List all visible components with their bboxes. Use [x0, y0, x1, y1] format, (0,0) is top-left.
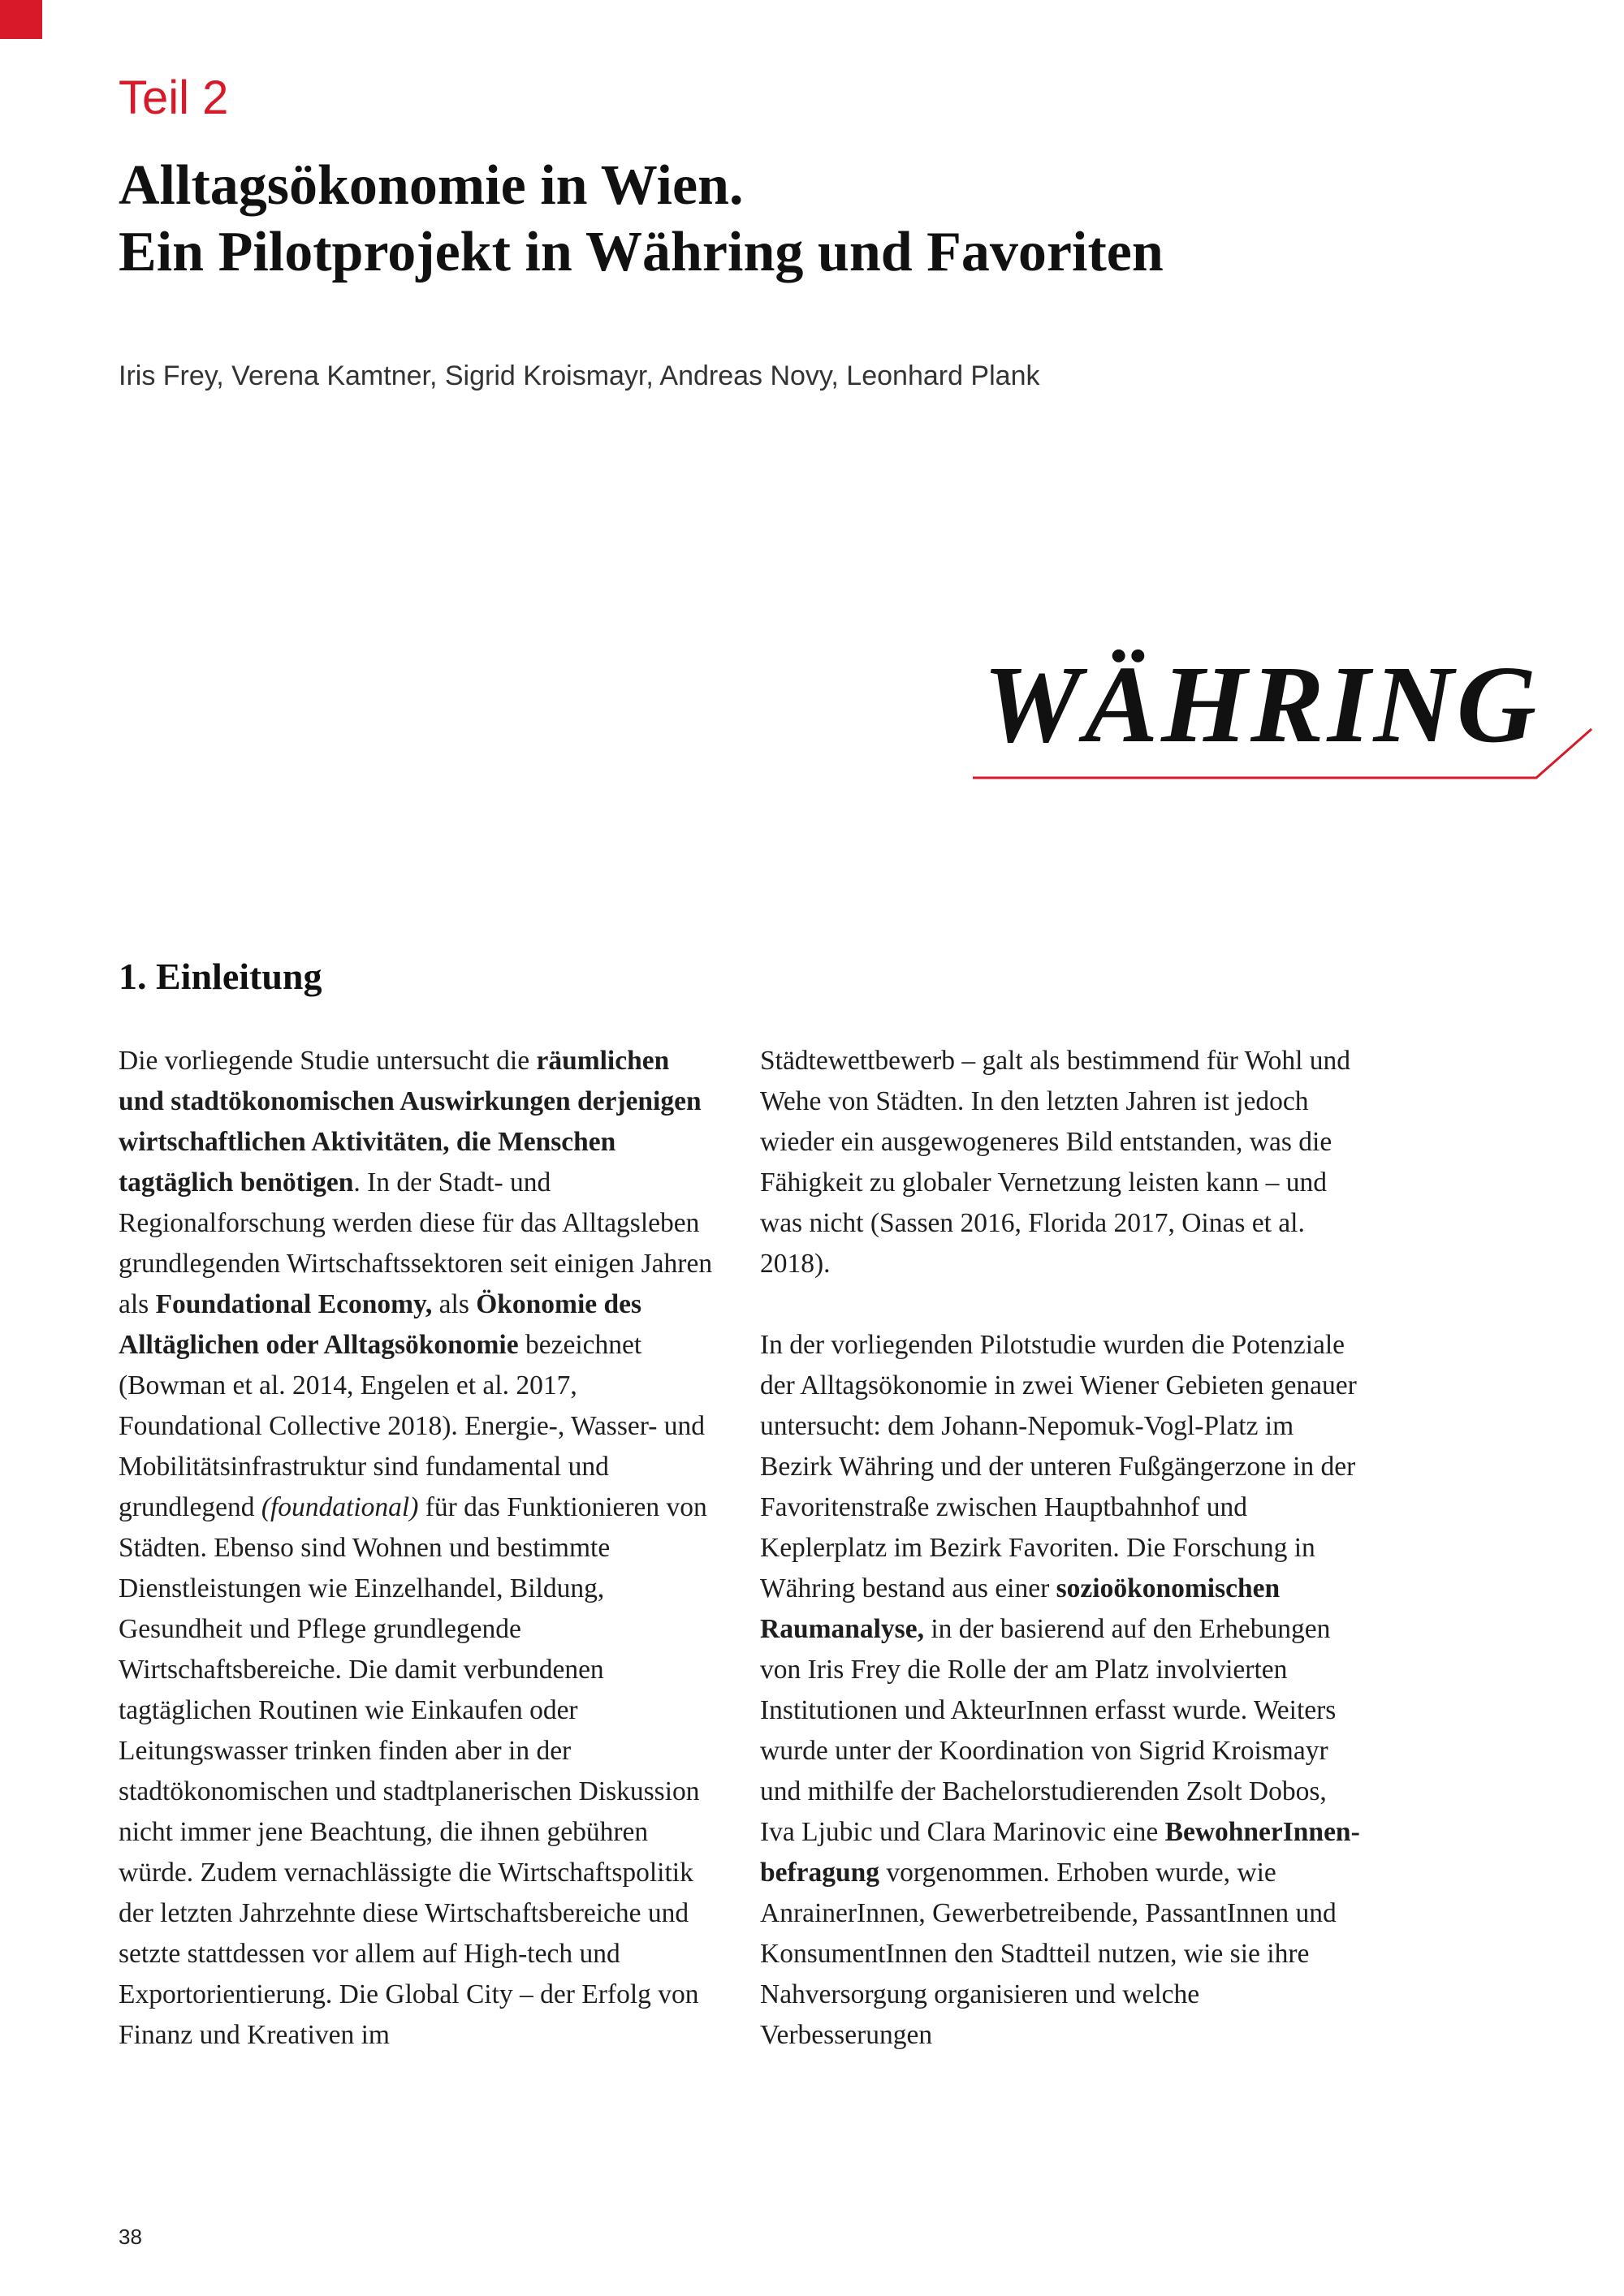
paragraph: In der vorliegenden Pilotstudie wurden die Potenziale der Alltagsökonomie in zwei Wiener Gebieten genauer untersucht: dem Johann-Nepomuk-Vogl-Platz im Bezirk Währing und der unteren Fußgängerzone in der Favoritenstraße zwischen Hauptbahnhof und Keplerplatz im Bezirk Favoriten. Die Forschung in Währing bestand aus einer sozioökonomischen Raumanalyse, in der basierend auf den Erhebungen von Iris Frey die Rolle der am Platz involvierten Institutionen und AkteurInnen erfasst wurde. Weiters wurde unter der Koordination von Sigrid Kroismayr und mithilfe der Bachelorstudierenden Zsolt Dobos, Iva Ljubic und Clara Marinovic eine BewohnerInnenbefragung vorgenommen. Erhoben wurde, wie AnrainerInnen, Gewerbetreibende, PassantInnen und KonsumentInnen den Stadtteil nutzen, wie sie ihre Nahversorgung organisieren und welche Verbesserungen — [760, 1330, 1360, 2050]
column-right — [760, 1041, 1361, 2056]
paragraph: Die vorliegende Studie untersucht die räumlichen und stadtökonomischen Auswirkungen derjenigen wirtschaftlichen Aktivitäten, die Menschen tagtäglich benötigen. In der Stadt- und Regionalforschung werden diese für das Alltagsleben grundlegenden Wirtschaftssektoren seit einigen Jahren als Foundational Economy, als Ökonomie des Alltäglichen oder Alltagsökonomie bezeichnet (Bowman et al. 2014, Engelen et al. 2017, Foundational Collective 2018). Energie-, Wasser- und Mobilitätsinfrastruktur sind fundamental und grundlegend (foundational) für das Funktionieren von Städten. Ebenso sind Wohnen und bestimmte Dienstleistungen wie Einzelhandel, Bildung, Gesundheit und Pflege grundlegende Wirtschaftsbereiche. Die damit verbundenen tagtäglichen Routinen wie Einkaufen oder Leitungswasser trinken finden aber in der stadtökonomischen und stadtplanerischen Diskussion nicht immer jene Beachtung, die ihnen gebühren würde. Zudem vernachlässigte die Wirtschaftspolitik der letzten Jahrzehnte diese Wirtschaftsbereiche und setzte stattdessen vor allem auf High-tech und Exportorientierung. Die Global City – der Erfolg von Finanz und Kreativen im — [119, 1046, 713, 2050]
district-label: WÄHRING — [983, 644, 1540, 766]
district-underline — [0, 0, 1624, 812]
column-left — [119, 1041, 719, 2056]
section-heading: 1. Einleitung — [119, 956, 322, 997]
part-label: Teil 2 — [119, 71, 229, 124]
paragraph: Städtewettbewerb – galt als bestimmend für Wohl und Wehe von Städten. In den letzten Jahren ist jedoch wieder ein ausgewogeneres Bild entstanden, was die Fähigkeit zu globaler Vernetzung leisten kann – und was nicht (Sassen 2016, Florida 2017, Oinas et al. 2018). — [760, 1046, 1351, 1279]
authors: Iris Frey, Verena Kamtner, Sigrid Kroismayr, Andreas Novy, Leonhard Plank — [119, 360, 1040, 391]
title-line-1: Alltagsökonomie in Wien. — [119, 154, 744, 217]
page-number: 38 — [119, 2225, 142, 2249]
title-line-2: Ein Pilotprojekt in Währing und Favoriten — [119, 220, 1164, 283]
